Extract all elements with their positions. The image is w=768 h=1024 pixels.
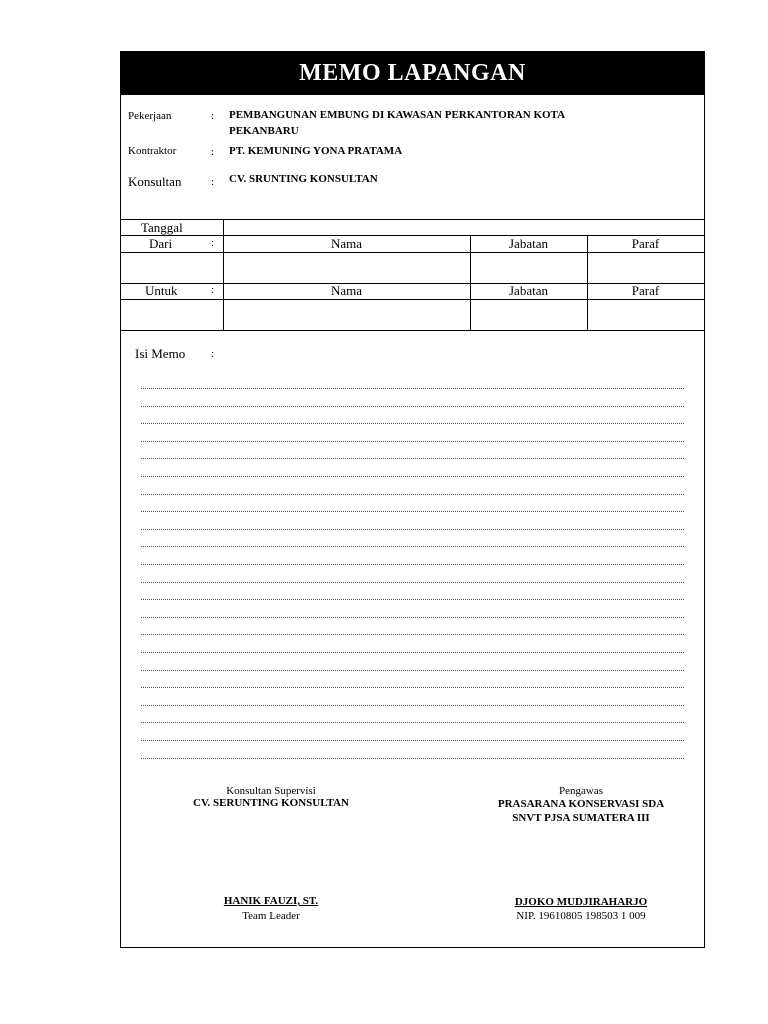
dari-col-jabatan: Jabatan [509, 236, 548, 251]
memo-dotted-line [141, 722, 684, 723]
memo-dotted-line [141, 564, 684, 565]
untuk-col-jabatan: Jabatan [509, 283, 548, 298]
dari-label: Dari [149, 236, 173, 251]
konsultan-colon: : [211, 176, 215, 188]
memo-dotted-line [141, 705, 684, 706]
kontraktor-value: PT. KEMUNING YONA PRATAMA [229, 145, 403, 157]
memo-dotted-line [141, 423, 684, 424]
konsultan-label: Konsultan [128, 174, 182, 189]
untuk-col-nama: Nama [330, 283, 363, 298]
untuk-label: Untuk [145, 283, 178, 298]
left-signer-name: HANIK FAUZI, ST. [223, 895, 319, 907]
untuk-col-paraf: Paraf [631, 283, 660, 298]
memo-dotted-line [141, 388, 684, 389]
untuk-colon: : [211, 284, 215, 296]
memo-dotted-line [141, 740, 684, 741]
right-signer-nip: NIP. 19610805 198503 1 009 [516, 910, 646, 922]
table-divider [121, 252, 704, 253]
memo-dotted-line [141, 599, 684, 600]
memo-dotted-line [141, 458, 684, 459]
right-signer-org-line1: PRASARANA KONSERVASI SDA [497, 798, 665, 810]
memo-dotted-line [141, 511, 684, 512]
dari-colon: : [211, 237, 215, 249]
memo-dotted-line [141, 406, 684, 407]
memo-dotted-line [141, 546, 684, 547]
table-bottom-border [121, 330, 704, 331]
table-divider [121, 299, 704, 300]
right-signer-org-line2: SNVT PJSA SUMATERA III [512, 812, 650, 824]
konsultan-value: CV. SRUNTING KONSULTAN [229, 173, 378, 185]
pekerjaan-colon: : [211, 110, 215, 122]
left-signer-org: CV. SERUNTING KONSULTAN [193, 797, 349, 809]
pekerjaan-value-line1: PEMBANGUNAN EMBUNG DI KAWASAN PERKANTORAN KOTA [229, 109, 566, 121]
kontraktor-label: Kontraktor [128, 145, 177, 157]
pekerjaan-label: Pekerjaan [128, 110, 172, 122]
memo-dotted-line [141, 652, 684, 653]
isi-memo-label: Isi Memo [135, 346, 186, 361]
memo-dotted-line [141, 617, 684, 618]
memo-dotted-line [141, 670, 684, 671]
kontraktor-colon: : [211, 146, 215, 158]
memo-form [120, 51, 705, 948]
isi-memo-colon: : [211, 348, 215, 360]
memo-dotted-line [141, 441, 684, 442]
pekerjaan-value-line2: PEKANBARU [229, 125, 299, 137]
dari-col-paraf: Paraf [631, 236, 660, 251]
left-signer-role: Konsultan Supervisi [226, 785, 316, 797]
memo-dotted-line [141, 634, 684, 635]
memo-title: MEMO LAPANGAN [121, 52, 704, 95]
memo-dotted-line [141, 687, 684, 688]
right-signer-name: DJOKO MUDJIRAHARJO [514, 896, 648, 908]
memo-dotted-line [141, 758, 684, 759]
memo-dotted-line [141, 529, 684, 530]
right-signer-role: Pengawas [559, 785, 603, 797]
left-signer-title: Team Leader [242, 910, 300, 922]
tanggal-label: Tanggal [141, 220, 183, 235]
dari-col-nama: Nama [330, 236, 363, 251]
table-top-border [121, 219, 704, 220]
memo-dotted-line [141, 476, 684, 477]
memo-dotted-line [141, 582, 684, 583]
memo-dotted-line [141, 494, 684, 495]
